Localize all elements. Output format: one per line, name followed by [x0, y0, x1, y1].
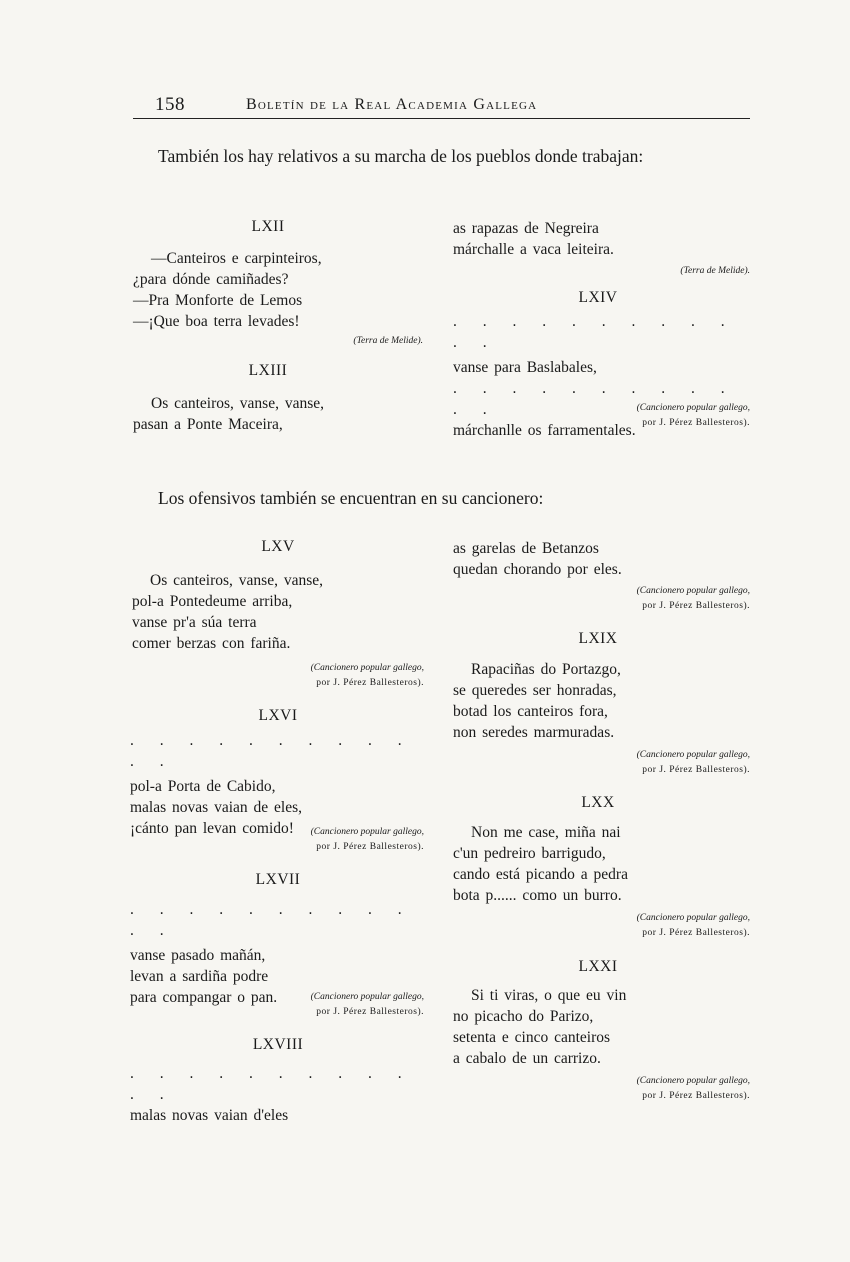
verse-line: se queredes ser honradas,: [453, 682, 617, 699]
intro-paragraph: También los hay relativos a su marcha de los pueblos donde trabajan:: [158, 146, 644, 166]
intro-paragraph-2: Los ofensivos también se encuentran en su cancionero:: [158, 488, 544, 508]
poem-numeral-lxx: LXX: [581, 794, 615, 811]
running-title: Boletín de la Real Academia Gallega: [246, 96, 538, 113]
verse-line: ¿para dónde camiñades?: [133, 271, 289, 288]
verse-line: —¡Que boa terra levades!: [133, 313, 300, 330]
poem-numeral-lxii: LXII: [251, 218, 285, 235]
ellipsis-line: . . . . . . . . . . . .: [453, 313, 736, 351]
poem-numeral-lxxi: LXXI: [578, 958, 618, 975]
poem-lxx: [453, 822, 628, 906]
poem-lxiii-end: [453, 218, 614, 260]
poem-numeral-lxiv: LXIV: [578, 289, 618, 306]
verse-line: non seredes marmuradas.: [453, 724, 615, 741]
poem-lxviii-start: [130, 1063, 428, 1126]
poem-lxvi: [130, 730, 428, 839]
verse-line: márchanlle os farramentales.: [453, 422, 636, 439]
ellipsis-line: . . . . . . . . . . . .: [130, 1065, 413, 1103]
poem-source: (Terra de Melide).: [353, 336, 423, 346]
poem-numeral-lxiii: LXIII: [248, 362, 288, 379]
verse-line: no picacho do Parizo,: [453, 1008, 594, 1025]
verse-line: as garelas de Betanzos: [453, 540, 599, 557]
poem-source: (Cancionero popular gallego, por J. Pérez Ballesteros).: [636, 913, 750, 938]
poem-source: (Cancionero popular gallego, por J. Pérez Ballesteros).: [636, 1076, 750, 1101]
verse-line: setenta e cinco canteiros: [453, 1029, 611, 1046]
poem-lxviii-end: [453, 538, 622, 580]
poem-numeral-lxix: LXIX: [578, 630, 618, 647]
page-number: 158: [155, 94, 185, 115]
verse-line: vanse pasado mañán,: [130, 947, 266, 964]
verse-line: a cabalo de un carrizo.: [453, 1050, 601, 1067]
poem-numeral-lxvii: LXVII: [255, 871, 301, 888]
verse-line: malas novas vaian de eles,: [130, 799, 302, 816]
ellipsis-line: . . . . . . . . . . . .: [130, 901, 413, 939]
poem-source: (Cancionero popular gallego, por J. Pérez Ballesteros).: [636, 586, 750, 611]
verse-line: vanse para Baslabales,: [453, 359, 597, 376]
poem-lxxi: [453, 985, 626, 1069]
verse-line: para compangar o pan.: [130, 989, 278, 1006]
verse-line: pol-a Porta de Cabido,: [130, 778, 276, 795]
verse-line: levan a sardiña podre: [130, 968, 269, 985]
poem-lxii: [133, 248, 322, 332]
verse-line: comer berzas con fariña.: [132, 635, 291, 652]
verse-line: Rapaciñas do Portazgo,: [471, 661, 621, 678]
verse-line: bota p...... como un burro.: [453, 887, 622, 904]
ellipsis-line: . . . . . . . . . . . .: [453, 380, 736, 418]
verse-line: pasan a Ponte Maceira,: [133, 416, 283, 433]
verse-line: márchalle a vaca leiteira.: [453, 241, 614, 258]
verse-line: Si ti viras, o que eu vin: [471, 987, 627, 1004]
verse-line: as rapazas de Negreira: [453, 220, 599, 237]
verse-line: Non me case, miña nai: [471, 824, 621, 841]
verse-line: pol-a Pontedeume arriba,: [132, 593, 293, 610]
ellipsis-line: . . . . . . . . . . . .: [130, 732, 413, 770]
verse-line: vanse pr'a súa terra: [132, 614, 257, 631]
verse-line: —Canteiros e carpinteiros,: [151, 250, 322, 267]
verse-line: c'un pedreiro barrigudo,: [453, 845, 606, 862]
poem-source: (Cancionero popular gallego, por J. Pérez Ballesteros).: [310, 827, 424, 852]
poem-lxiii-start: [133, 393, 324, 435]
poem-lxv: [132, 570, 323, 654]
poem-source: (Cancionero popular gallego, por J. Pérez Ballesteros).: [636, 403, 750, 428]
verse-line: botad los canteiros fora,: [453, 703, 608, 720]
poem-source: (Cancionero popular gallego, por J. Pérez Ballesteros).: [310, 992, 424, 1017]
page-header: [133, 92, 750, 119]
verse-line: ¡cánto pan levan comido!: [130, 820, 294, 837]
poem-numeral-lxviii: LXVIII: [252, 1036, 304, 1053]
poem-numeral-lxv: LXV: [261, 538, 295, 555]
verse-line: malas novas vaian d'eles: [130, 1107, 289, 1124]
verse-line: quedan chorando por eles.: [453, 561, 622, 578]
verse-line: Os canteiros, vanse, vanse,: [150, 572, 324, 589]
poem-source: (Cancionero popular gallego, por J. Pérez Ballesteros).: [310, 663, 424, 688]
verse-line: Os canteiros, vanse, vanse,: [151, 395, 325, 412]
poem-source: (Cancionero popular gallego, por J. Pérez Ballesteros).: [636, 750, 750, 775]
poem-source: (Terra de Melide).: [680, 266, 750, 276]
verse-line: —Pra Monforte de Lemos: [133, 292, 303, 309]
poem-lxix: [453, 659, 621, 743]
verse-line: cando está picando a pedra: [453, 866, 628, 883]
poem-numeral-lxvi: LXVI: [258, 707, 298, 724]
